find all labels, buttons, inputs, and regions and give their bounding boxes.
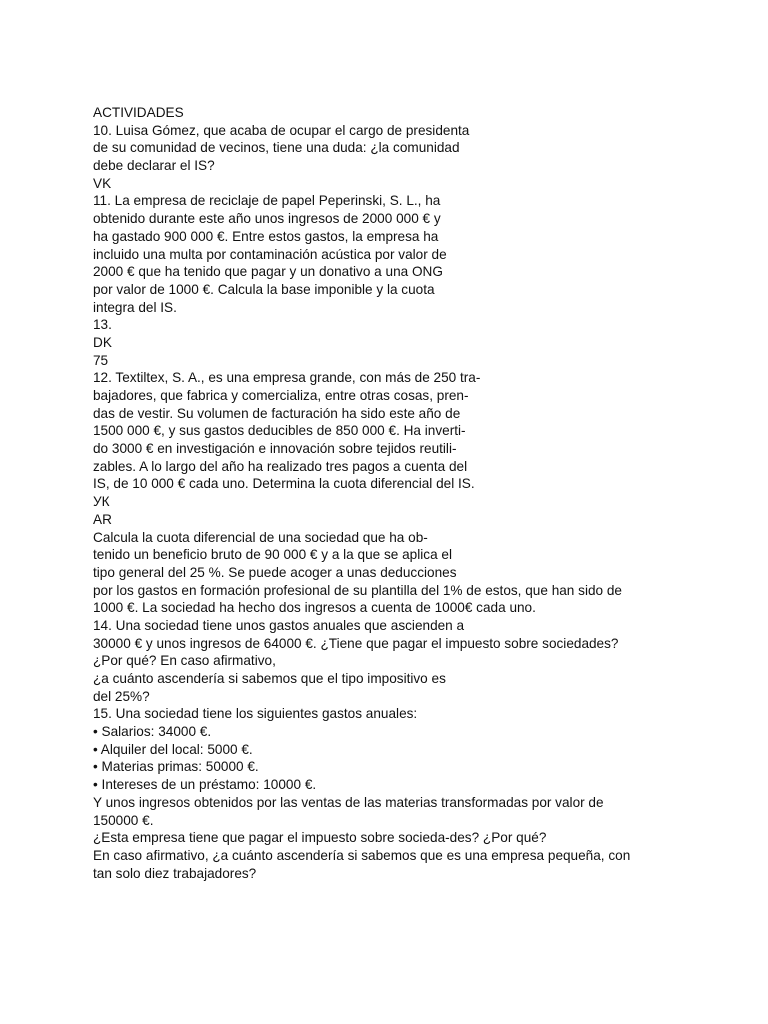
text-line: das de vestir. Su volumen de facturación ha sido este año de bbox=[93, 405, 461, 421]
text-line: 30000 € y unos ingresos de 64000 €. ¿Tiene que pagar el impuesto sobre sociedades? bbox=[93, 635, 619, 651]
text-line: Calcula la cuota diferencial de una sociedad que ha ob- bbox=[93, 529, 428, 545]
text-line: ¿Esta empresa tiene que pagar el impuesto sobre socieda-des? ¿Por qué? bbox=[93, 830, 547, 846]
text-line: incluido una multa por contaminación acústica por valor de bbox=[93, 246, 447, 262]
text-line: 15. Una sociedad tiene los siguientes gastos anuales: bbox=[93, 706, 418, 722]
text-line: 150000 €. bbox=[93, 812, 154, 828]
text-line: AR bbox=[93, 511, 112, 527]
text-line: DK bbox=[93, 334, 112, 350]
text-line: Y unos ingresos obtenidos por las ventas de las materias transformadas por valor de bbox=[93, 794, 604, 810]
text-line: del 25%? bbox=[93, 688, 150, 704]
text-line: • Intereses de un préstamo: 10000 €. bbox=[93, 777, 317, 793]
text-line: 75 bbox=[93, 352, 109, 368]
text-line: por los gastos en formación profesional de su plantilla del 1% de estos, que han sido de bbox=[93, 582, 622, 598]
text-line: ¿Por qué? En caso afirmativo, bbox=[93, 653, 276, 669]
text-line: por valor de 1000 €. Calcula la base imponible y la cuota bbox=[93, 281, 435, 297]
text-line: ¿a cuánto ascendería si sabemos que el tipo impositivo es bbox=[93, 671, 446, 686]
text-line: bajadores, que fabrica y comercializa, entre otras cosas, pren- bbox=[93, 388, 469, 403]
text-line: 1500 000 €, y sus gastos deducibles de 850 000 €. Ha inverti- bbox=[93, 423, 466, 439]
text-line: ha gastado 900 000 €. Entre estos gastos, la empresa ha bbox=[93, 228, 439, 244]
text-line: 2000 € que ha tenido que pagar y un donativo a una ONG bbox=[93, 264, 443, 280]
text-line: 1000 €. La sociedad ha hecho dos ingresos a cuenta de 1000€ cada uno. bbox=[93, 600, 536, 616]
text-line: VK bbox=[93, 175, 112, 191]
text-line: • Materias primas: 50000 €. bbox=[93, 759, 259, 775]
text-line: do 3000 € en investigación e innovación sobre tejidos reutili- bbox=[93, 441, 457, 457]
text-line: debe declarar el IS? bbox=[93, 158, 215, 174]
text-line: УК bbox=[93, 494, 110, 510]
text-line: zables. A lo largo del año ha realizado tres pagos a cuenta del bbox=[93, 458, 468, 474]
text-line: IS, de 10 000 € cada uno. Determina la cuota diferencial del IS. bbox=[93, 476, 475, 492]
text-line: 14. Una sociedad tiene unos gastos anuales que ascienden a bbox=[93, 617, 465, 633]
text-line: obtenido durante este año unos ingresos de 2000 000 € y bbox=[93, 211, 441, 227]
text-line: 13. bbox=[93, 317, 112, 333]
text-line: • Alquiler del local: 5000 €. bbox=[93, 741, 253, 757]
text-line: 11. La empresa de reciclaje de papel Peperinski, S. L., ha bbox=[93, 193, 441, 209]
text-line: tan solo diez trabajadores? bbox=[93, 865, 257, 881]
text-line: integra del IS. bbox=[93, 299, 177, 315]
text-line: ACTIVIDADES bbox=[93, 105, 184, 120]
text-line: En caso afirmativo, ¿a cuánto ascendería si sabemos que es una empresa pequeña, con bbox=[93, 847, 631, 863]
text-line: • Salarios: 34000 €. bbox=[93, 724, 212, 740]
document-text bbox=[93, 104, 753, 882]
text-line: tenido un beneficio bruto de 90 000 € y a la que se aplica el bbox=[93, 547, 452, 563]
text-line: de su comunidad de vecinos, tiene una duda: ¿la comunidad bbox=[93, 140, 460, 156]
text-line: tipo general del 25 %. Se puede acoger a unas deducciones bbox=[93, 564, 457, 580]
text-line: 10. Luisa Gómez, que acaba de ocupar el cargo de presidenta bbox=[93, 122, 470, 138]
text-line: 12. Textiltex, S. A., es una empresa grande, con más de 250 tra- bbox=[93, 370, 481, 386]
